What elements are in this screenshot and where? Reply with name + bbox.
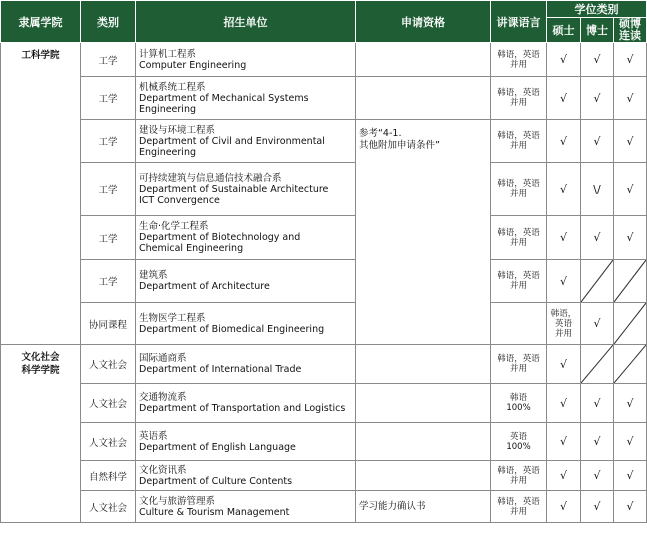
college-cell <box>1 345 81 523</box>
eligibility-cell <box>356 77 491 120</box>
header-degree-group: 学位类别 <box>547 1 647 18</box>
eligibility-cell <box>356 491 491 523</box>
language-line: 韩语，英语 <box>497 496 540 507</box>
master-mark: √ <box>547 491 581 523</box>
unit-cell <box>136 77 356 120</box>
unit-en: Department of Transportation and Logistics <box>139 403 346 414</box>
doctor-na-cell <box>581 260 614 303</box>
language-line: 并用 <box>509 364 527 374</box>
unit-cell <box>136 303 356 345</box>
eligibility-cell <box>356 43 491 77</box>
unit-en: Department of English Language <box>139 441 296 453</box>
unit-en: Culture & Tourism Management <box>139 506 290 518</box>
master-mark: √ <box>547 216 581 260</box>
unit-en: Department of Sustainable Architecture <box>139 183 329 195</box>
combined-mark: √ <box>614 384 647 423</box>
language-line: 韩语，英语 <box>497 179 540 189</box>
combined-mark: √ <box>614 43 647 77</box>
unit-cell <box>136 461 356 491</box>
eligibility-cell <box>356 384 491 423</box>
table-row <box>1 260 647 303</box>
master-mark: √ <box>547 43 581 77</box>
unit-en: Department of International Trade <box>139 364 302 375</box>
combined-mark: √ <box>614 120 647 163</box>
diagonal-slash-icon <box>581 345 613 383</box>
language-cell <box>491 260 547 303</box>
category-cell: 工学 <box>81 163 136 216</box>
unit-en: Department of Mechanical Systems <box>139 92 309 104</box>
table-row <box>1 216 647 260</box>
eligibility-cell <box>356 120 491 345</box>
diagonal-slash-icon <box>614 303 646 344</box>
language-line: 并用 <box>509 98 527 108</box>
language-line: 100% <box>506 403 531 413</box>
unit-cell <box>136 491 356 523</box>
unit-cell <box>136 345 356 384</box>
combined-mark: √ <box>614 77 647 120</box>
eligibility-text: 参考“4-1. <box>359 128 402 139</box>
language-line: 英语 <box>509 431 527 442</box>
master-mark: √ <box>547 120 581 163</box>
language-line: 并用 <box>509 189 527 199</box>
language-cell <box>491 345 547 384</box>
language-line: 韩语，英语 <box>497 227 540 238</box>
eligibility-text: 其他附加申请条件” <box>359 140 440 151</box>
doctor-mark: √ <box>581 77 614 120</box>
eligibility-cell <box>356 423 491 461</box>
category-cell: 工学 <box>81 260 136 303</box>
master-mark: √ <box>581 303 614 345</box>
master-mark: √ <box>547 384 581 423</box>
header-unit: 招生单位 <box>136 1 356 43</box>
unit-cell <box>136 163 356 216</box>
language-line: 韩语，英语 <box>497 465 540 476</box>
category-cell: 工学 <box>81 77 136 120</box>
unit-cn: 计算机工程系 <box>139 48 197 60</box>
header-combined: 硕博连读 <box>614 18 647 43</box>
unit-cell <box>136 43 356 77</box>
college-name-line: 文化社会 <box>21 352 60 363</box>
unit-cn: 建设与环境工程系 <box>139 124 216 136</box>
unit-en-2: Engineering <box>139 103 196 115</box>
eligibility-cell <box>356 461 491 491</box>
header-master: 硕士 <box>547 18 581 43</box>
combined-mark: √ <box>614 423 647 461</box>
unit-cell <box>136 384 356 423</box>
language-line: 100% <box>506 441 531 452</box>
language-cell <box>491 216 547 260</box>
table-row <box>1 423 647 461</box>
table-row <box>1 163 647 216</box>
language-line: 韩语，英语 <box>497 271 540 281</box>
language-cell <box>491 77 547 120</box>
college-name-line: 科学学院 <box>21 365 60 376</box>
unit-cell <box>136 423 356 461</box>
unit-en: Department of Culture Contents <box>139 475 293 487</box>
master-mark: √ <box>547 345 581 384</box>
language-line: 韩语，英语 <box>497 354 540 364</box>
doctor-mark: √ <box>581 491 614 523</box>
category-cell: 人文社会 <box>81 423 136 461</box>
college-cell <box>1 43 81 345</box>
unit-cn: 建筑系 <box>139 270 168 281</box>
doctor-mark: √ <box>581 43 614 77</box>
category-cell: 协同课程 <box>81 303 136 345</box>
table-row <box>1 77 647 120</box>
language-cell <box>491 43 547 77</box>
table-row <box>1 491 647 523</box>
unit-cn: 交通物流系 <box>139 392 187 403</box>
combined-mark: √ <box>614 216 647 260</box>
diagonal-slash-icon <box>614 260 646 302</box>
header-college: 隶属学院 <box>1 1 81 43</box>
diagonal-slash-icon <box>581 260 613 302</box>
unit-cell <box>136 260 356 303</box>
language-line: 韩语，英语 <box>550 308 577 329</box>
master-mark: √ <box>547 163 581 216</box>
category-cell: 工学 <box>81 120 136 163</box>
language-line: 并用 <box>509 141 527 151</box>
master-mark: √ <box>547 260 581 303</box>
doctor-mark: √ <box>581 423 614 461</box>
eligibility-text: 学习能力确认书 <box>359 500 426 512</box>
unit-cn: 国际通商系 <box>139 353 187 364</box>
combined-mark: √ <box>614 163 647 216</box>
doctor-mark: √ <box>581 120 614 163</box>
eligibility-cell <box>491 303 547 345</box>
language-cell <box>491 491 547 523</box>
table-row <box>1 303 647 345</box>
language-line: 韩语，英语 <box>497 88 540 98</box>
language-cell <box>491 163 547 216</box>
language-cell <box>491 423 547 461</box>
doctor-mark: √ <box>581 216 614 260</box>
unit-en: Department of Architecture <box>139 281 270 292</box>
language-line: 并用 <box>509 475 527 486</box>
language-cell <box>491 461 547 491</box>
category-cell: 人文社会 <box>81 491 136 523</box>
unit-en: Computer Engineering <box>139 59 247 71</box>
unit-cn: 生物医学工程系 <box>139 312 206 324</box>
language-line: 并用 <box>509 237 527 248</box>
language-cell <box>547 303 581 345</box>
language-cell <box>491 384 547 423</box>
language-line: 韩语，英语 <box>497 49 540 60</box>
language-line: 并用 <box>509 59 527 70</box>
unit-cn: 英语系 <box>139 430 168 442</box>
header-language: 讲课语言 <box>491 1 547 43</box>
unit-cn: 机械系统工程系 <box>139 81 206 93</box>
diagonal-slash-icon <box>614 345 646 383</box>
doctor-na-cell <box>581 345 614 384</box>
language-cell <box>491 120 547 163</box>
doctor-mark: \/ <box>581 163 614 216</box>
unit-en: Department of Biomedical Engineering <box>139 323 325 335</box>
category-cell: 人文社会 <box>81 384 136 423</box>
language-line: 并用 <box>509 281 527 291</box>
unit-cn: 文化与旅游管理系 <box>139 495 216 507</box>
master-mark: √ <box>547 461 581 491</box>
doctor-mark: √ <box>581 384 614 423</box>
category-cell: 工学 <box>81 43 136 77</box>
combined-na-cell <box>614 260 647 303</box>
header-eligibility: 申请资格 <box>356 1 491 43</box>
unit-cn: 文化资讯系 <box>139 464 187 476</box>
unit-cell <box>136 120 356 163</box>
language-line: 韩语 <box>509 393 527 403</box>
combined-na-cell <box>614 345 647 384</box>
table-row <box>1 43 647 77</box>
unit-en-2: Chemical Engineering <box>139 243 244 254</box>
language-line: 并用 <box>554 328 572 339</box>
header-category: 类别 <box>81 1 136 43</box>
doctor-mark: √ <box>581 461 614 491</box>
unit-cn: 生命·化学工程系 <box>139 221 209 232</box>
unit-cell <box>136 216 356 260</box>
language-line: 并用 <box>509 506 527 517</box>
table-row <box>1 120 647 163</box>
table-row <box>1 384 647 423</box>
category-cell: 工学 <box>81 216 136 260</box>
master-mark: √ <box>547 77 581 120</box>
eligibility-cell <box>356 345 491 384</box>
unit-en: Department of Biotechnology and <box>139 232 301 243</box>
header-doctor: 博士 <box>581 18 614 43</box>
doctor-na-cell <box>614 303 647 345</box>
unit-en-2: Engineering <box>139 146 196 158</box>
unit-cn: 可持续建筑与信息通信技术融合系 <box>139 172 282 184</box>
table-row <box>1 345 647 384</box>
category-cell: 自然科学 <box>81 461 136 491</box>
table-row <box>1 461 647 491</box>
language-line: 韩语，英语 <box>497 131 540 141</box>
combined-mark: √ <box>614 461 647 491</box>
unit-en-2: ICT Convergence <box>139 194 220 206</box>
master-mark: √ <box>547 423 581 461</box>
combined-mark: √ <box>614 491 647 523</box>
unit-en: Department of Civil and Environmental <box>139 135 325 147</box>
college-name: 工科学院 <box>21 50 60 61</box>
category-cell: 人文社会 <box>81 345 136 384</box>
